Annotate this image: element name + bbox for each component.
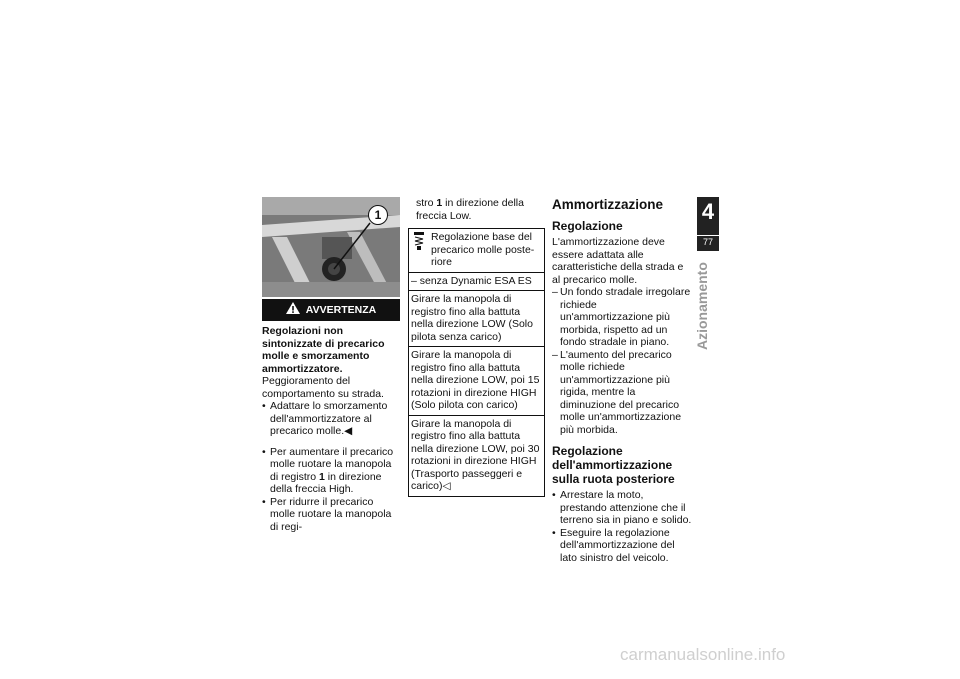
warning-list [262,400,400,438]
photo-callout: 1 [368,205,388,225]
suspension-photo [262,197,400,297]
column-2 [408,197,545,497]
chapter-tab [697,197,719,251]
chapter-number: 4 [697,197,719,235]
damping-dash-list [552,286,692,436]
warning-title: AVVERTENZA [305,303,377,316]
spring-preload-list [262,446,400,534]
column-3 [552,197,692,564]
list-item: • Arrestare la moto, prestando attenzione che il terreno sia in piano e solido. [552,489,692,527]
warning-heading: Regolazioni non sintonizzate di precarico molle e smorzamento ammortizzatore. [262,325,385,375]
watermark: carmanualsonline.info [620,645,786,664]
subsection-title: Regolazione dell'ammortizzazione sulla ruota posteriore [552,444,675,486]
column-1 [262,197,400,533]
table-row: – senza Dynamic ESA ES [409,272,544,291]
warning-body: Peggioramento del comportamento su strada. [262,375,384,400]
table-row: Girare la manopola di registro fino alla battuta nella direzione LOW, poi 30 rotazioni in direzione HIGH (Trasporto passeggeri e carico)◁ [409,415,544,497]
base-setting-note: Regolazione base del precarico molle posteriore [409,228,544,272]
settings-table [408,228,545,497]
continued-text: stro 1 in direzione della freccia Low. [416,197,524,222]
list-item: – L'aumento del precarico molle richiede un'ammortizzazione più rigida, mentre la diminuzione del precarico molle un'ammortizzazione più morbida. [552,349,692,437]
table-row: Girare la manopola di registro fino alla battuta nella direzione LOW (Solo pilota senza carico) [409,290,544,346]
warning-header [262,299,400,321]
rear-damping-list [552,489,692,564]
spring-adjust-icon [411,231,431,269]
list-item: • Per ridurre il precarico molle ruotare la manopola di regi- [262,496,400,534]
list-item: • Eseguire la regolazione dell'ammortizzazione del lato sinistro del veicolo. [552,527,692,565]
page-number: 77 [697,235,719,251]
section-title: Ammortizzazione [552,197,664,212]
warning-bullet: • Adattare lo smorzamento dell'ammortizzatore al precarico molle.◀ [262,400,400,438]
subsection-title: Regolazione [552,219,623,233]
table-row: Girare la manopola di registro fino alla battuta nella direzione LOW, poi 15 rotazioni in direzione HIGH (Solo pilota con carico) [409,346,544,415]
chapter-label: Azionamento [694,262,710,350]
intro-text: L'ammortizzazione deve essere adattata alle caratteristiche della strada e al precarico molle. [552,236,684,286]
warning-triangle-icon [286,302,300,318]
list-item: – Un fondo stradale irregolare richiede un'ammortizzazione più morbida, rispetto ad un fondo stradale in piano. [552,286,692,349]
list-item: • Per aumentare il precarico molle ruotare la manopola di registro 1 in direzione della freccia High. [262,446,400,496]
